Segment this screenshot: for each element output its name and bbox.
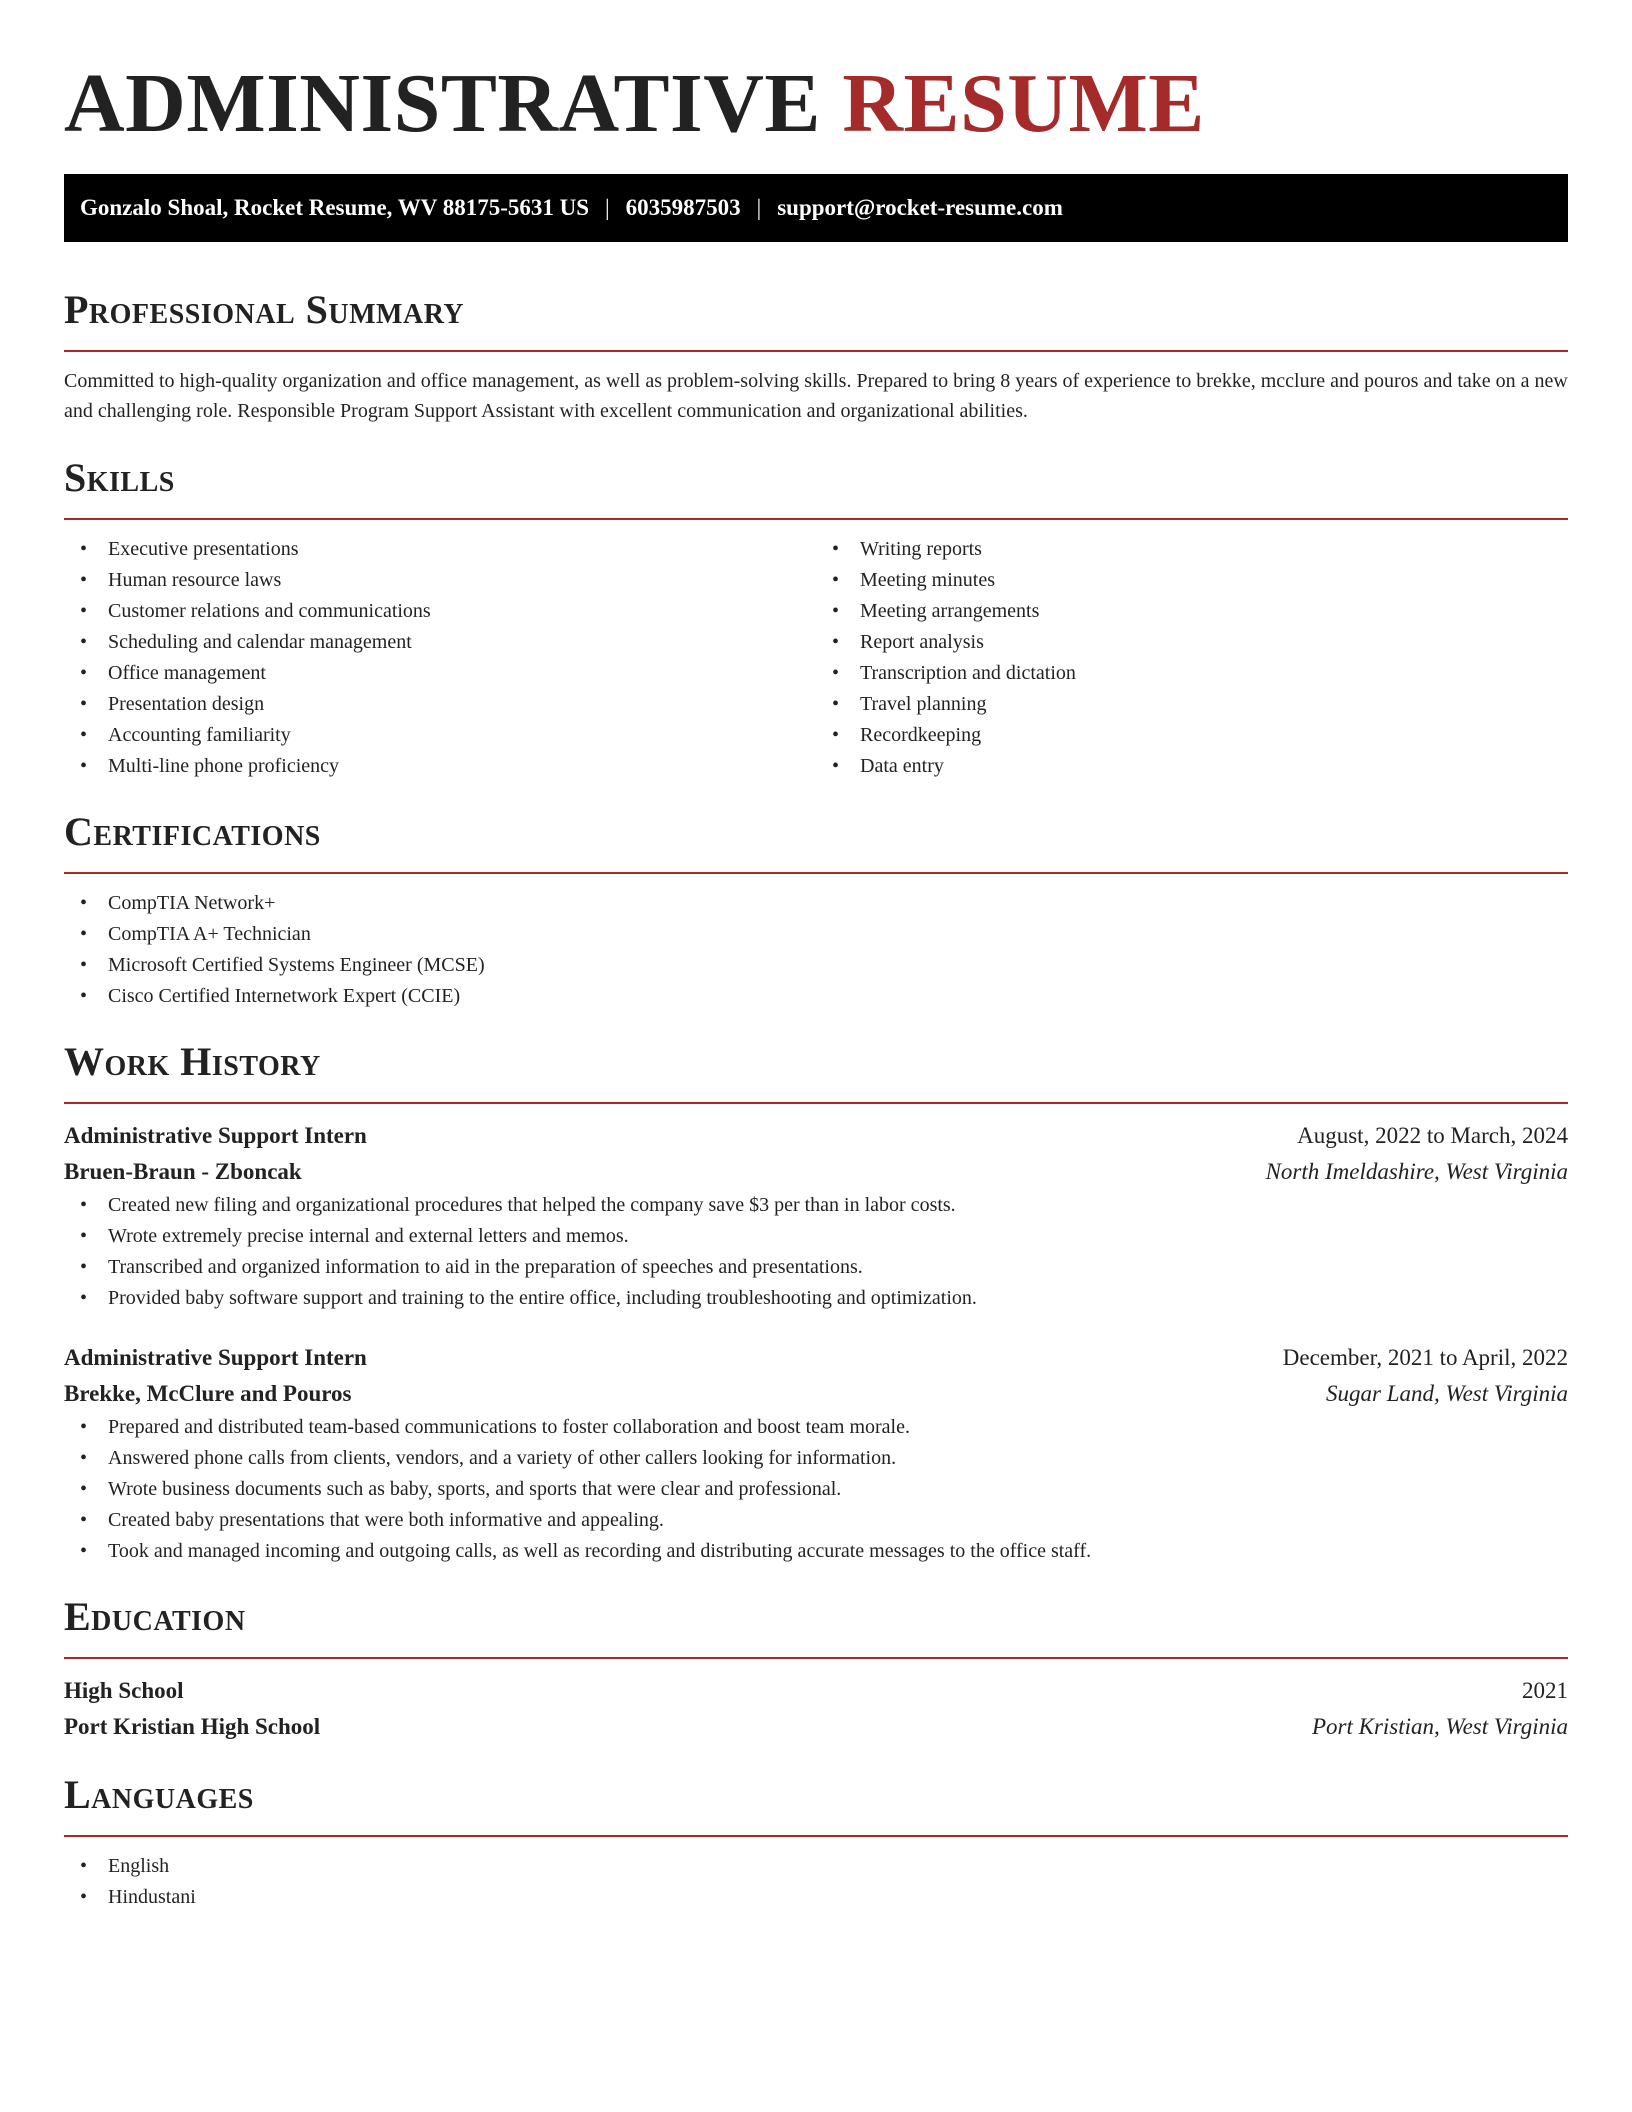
resume-title xyxy=(64,54,1568,154)
education-year: 2021 xyxy=(1522,1678,1568,1703)
certifications-section xyxy=(64,808,1568,1012)
skill-item: • Customer relations and communications xyxy=(64,596,816,627)
skill-item: • Meeting arrangements xyxy=(816,596,1568,627)
skills-column-left xyxy=(64,534,816,782)
section-title-skills: Skills xyxy=(64,455,175,500)
skill-item: • Scheduling and calendar management xyxy=(64,627,816,658)
section-divider xyxy=(64,1102,1568,1104)
skill-item: • Transcription and dictation xyxy=(816,658,1568,689)
skill-item: • Writing reports xyxy=(816,534,1568,565)
skills-section xyxy=(64,454,1568,782)
job-company-row xyxy=(64,1376,1568,1412)
skill-item: • Multi-line phone proficiency xyxy=(64,751,816,782)
job-bullet: • Answered phone calls from clients, vendors, and a variety of other callers looking for information. xyxy=(64,1443,1568,1474)
skill-item: • Recordkeeping xyxy=(816,720,1568,751)
summary-text: Committed to high-quality organization and office management, as well as problem-solving skills. Prepared to bring 8 years of experience to brekke, mcclure and pouros and take on a new and challenging role. Responsible Program Support Assistant with excellent communication and organizational abilities. xyxy=(64,370,1568,422)
job-dates: August, 2022 to March, 2024 xyxy=(1297,1123,1568,1148)
contact-phone: 6035987503 xyxy=(625,195,741,220)
title-main: ADMINISTRATIVE xyxy=(64,57,821,150)
skill-item: • Executive presentations xyxy=(64,534,816,565)
education-degree: High School xyxy=(64,1678,184,1703)
job-bullet: • Wrote business documents such as baby, sports, and sports that were clear and professional. xyxy=(64,1474,1568,1505)
section-divider xyxy=(64,872,1568,874)
job-bullet: • Provided baby software support and training to the entire office, including troubleshooting and optimization. xyxy=(64,1283,1568,1314)
skill-item: • Presentation design xyxy=(64,689,816,720)
skill-item: • Accounting familiarity xyxy=(64,720,816,751)
education-degree-row xyxy=(64,1673,1568,1709)
education-school: Port Kristian High School xyxy=(64,1714,321,1739)
education-section xyxy=(64,1593,1568,1745)
section-title-certifications: Certifications xyxy=(64,809,321,854)
section-divider xyxy=(64,518,1568,520)
contact-separator: | xyxy=(605,195,610,220)
certification-item: • Cisco Certified Internetwork Expert (CCIE) xyxy=(64,981,1568,1012)
section-title-languages: Languages xyxy=(64,1772,254,1817)
job-bullet: • Wrote extremely precise internal and external letters and memos. xyxy=(64,1221,1568,1252)
skills-column-right xyxy=(816,534,1568,782)
education-school-row xyxy=(64,1709,1568,1745)
job-entry xyxy=(64,1118,1568,1314)
skill-item: • Meeting minutes xyxy=(816,565,1568,596)
languages-section xyxy=(64,1771,1568,1913)
section-title-summary: Professional Summary xyxy=(64,287,465,332)
job-bullet: • Transcribed and organized information to aid in the preparation of speeches and presentations. xyxy=(64,1252,1568,1283)
contact-email: support@rocket-resume.com xyxy=(777,195,1063,220)
job-title: Administrative Support Intern xyxy=(64,1345,367,1370)
skill-item: • Office management xyxy=(64,658,816,689)
contact-address: Gonzalo Shoal, Rocket Resume, WV 88175-5631 US xyxy=(80,195,589,220)
section-divider xyxy=(64,350,1568,352)
job-company: Bruen-Braun - Zboncak xyxy=(64,1159,302,1184)
section-title-education: Education xyxy=(64,1594,246,1639)
skill-item: • Report analysis xyxy=(816,627,1568,658)
job-entry xyxy=(64,1340,1568,1567)
job-bullet: • Created new filing and organizational procedures that helped the company save $3 per than in labor costs. xyxy=(64,1190,1568,1221)
section-divider xyxy=(64,1657,1568,1659)
language-item: • English xyxy=(64,1851,1568,1882)
skill-item: • Human resource laws xyxy=(64,565,816,596)
language-item: • Hindustani xyxy=(64,1882,1568,1913)
work-history-section xyxy=(64,1038,1568,1567)
job-location: Sugar Land, West Virginia xyxy=(1326,1381,1568,1406)
section-divider xyxy=(64,1835,1568,1837)
title-accent: RESUME xyxy=(842,57,1205,150)
job-company: Brekke, McClure and Pouros xyxy=(64,1381,352,1406)
job-bullet: • Prepared and distributed team-based communications to foster collaboration and boost team morale. xyxy=(64,1412,1568,1443)
skill-item: • Data entry xyxy=(816,751,1568,782)
job-company-row xyxy=(64,1154,1568,1190)
job-dates: December, 2021 to April, 2022 xyxy=(1282,1345,1568,1370)
certification-item: • CompTIA Network+ xyxy=(64,888,1568,919)
education-location: Port Kristian, West Virginia xyxy=(1311,1714,1568,1739)
contact-separator: | xyxy=(756,195,762,220)
certification-item: • CompTIA A+ Technician xyxy=(64,919,1568,950)
job-bullet: • Took and managed incoming and outgoing calls, as well as recording and distributing accurate messages to the office staff. xyxy=(64,1536,1568,1567)
contact-bar xyxy=(64,174,1568,242)
certification-item: • Microsoft Certified Systems Engineer (MCSE) xyxy=(64,950,1568,981)
job-title: Administrative Support Intern xyxy=(64,1123,367,1148)
job-header-row xyxy=(64,1118,1568,1154)
section-title-work-history: Work History xyxy=(64,1039,321,1084)
job-location: North Imeldashire, West Virginia xyxy=(1265,1159,1568,1184)
job-bullet: • Created baby presentations that were both informative and appealing. xyxy=(64,1505,1568,1536)
skill-item: • Travel planning xyxy=(816,689,1568,720)
skills-grid xyxy=(64,534,1568,782)
job-header-row xyxy=(64,1340,1568,1376)
summary-section xyxy=(64,286,1568,426)
